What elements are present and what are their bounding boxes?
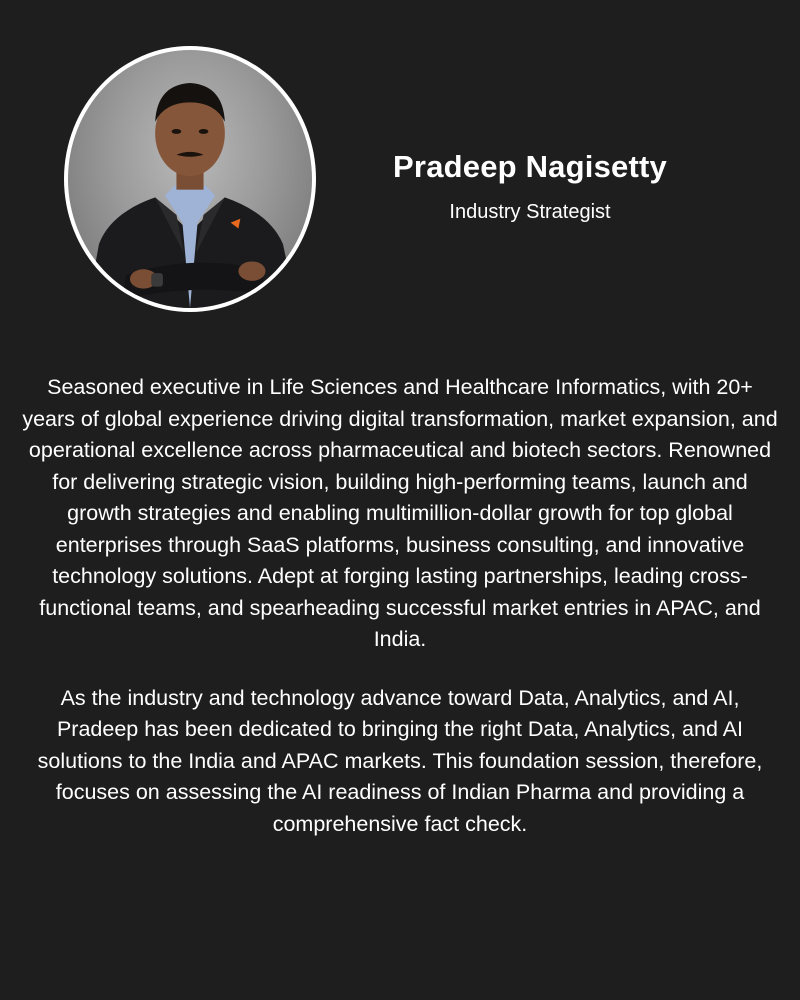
bio-section xyxy=(20,372,780,840)
person-name: Pradeep Nagisetty xyxy=(393,149,667,184)
bio-paragraph-2: As the industry and technology advance toward Data, Analytics, and AI, Pradeep has been dedicated to bringing the right Data, Analytics, and AI solutions to the India and APAC markets. This foundation session, therefore, focuses on assessing the AI readiness of Indian Pharma and providing a comprehensive fact check. xyxy=(37,685,763,836)
profile-photo xyxy=(64,46,316,312)
bio-paragraph-1: Seasoned executive in Life Sciences and Healthcare Informatics, with 20+ years of global experience driving digital transformation, market expansion, and operational excellence across pharmaceutical and biotech sectors. Renowned for delivering strategic vision, building high-performing teams, launch and growth strategies and enabling multimillion-dollar growth for top global enterprises through SaaS platforms, business consulting, and innovative technology solutions. Adept at forging lasting partnerships, leading cross-functional teams, and spearheading successful market entries in APAC, and India. xyxy=(22,375,778,651)
person-portrait-icon xyxy=(68,50,312,308)
person-role: Industry Strategist xyxy=(449,201,611,223)
